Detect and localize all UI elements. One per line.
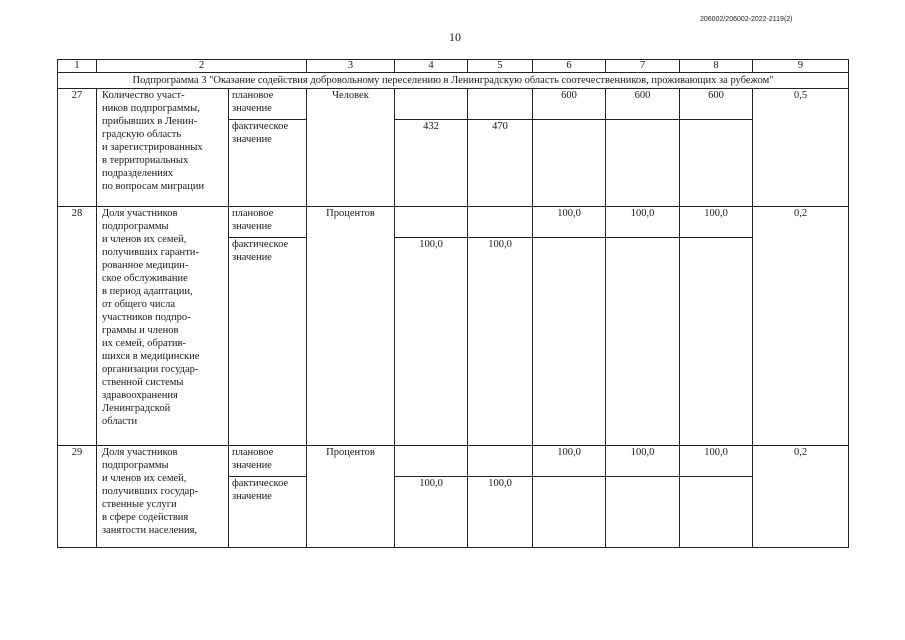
plan-value-col7: 600 [606, 89, 680, 120]
column-header: 7 [606, 60, 680, 73]
fact-value-col6 [533, 238, 606, 446]
column-header: 6 [533, 60, 606, 73]
fact-value-col6 [533, 120, 606, 207]
column-header: 2 [97, 60, 307, 73]
plan-value-col7: 100,0 [606, 446, 680, 477]
indicator-name [97, 207, 229, 446]
indicator-name-line: получивших гаранти- [102, 247, 199, 258]
indicator-name-line: подпрограммы [102, 221, 169, 232]
row-number: 29 [58, 446, 97, 548]
indicator-name-line: Ленинградской [102, 403, 171, 414]
value-type-plan: плановое значение [229, 89, 307, 120]
fact-value-col7 [606, 120, 680, 207]
unit-of-measure: Человек [307, 89, 395, 207]
fact-value-col8 [680, 477, 753, 548]
indicator-name-line: рованное медицин- [102, 260, 189, 271]
indicator-plan-row [58, 89, 849, 120]
plan-value-col6: 100,0 [533, 446, 606, 477]
value-type-plan: плановое значение [229, 207, 307, 238]
indicator-name-line: ское обслуживание [102, 273, 188, 284]
fact-value-col4: 432 [395, 120, 468, 207]
fact-value-col4: 100,0 [395, 477, 468, 548]
indicator-name-line: ственные услуги [102, 499, 177, 510]
row-number: 27 [58, 89, 97, 207]
indicator-name [97, 446, 229, 548]
indicator-name-line: прибывших в Ленин- [102, 116, 198, 127]
plan-value-col8: 100,0 [680, 446, 753, 477]
indicator-name-line: организации государ- [102, 364, 199, 375]
indicator-name-line: по вопросам миграции [102, 181, 205, 192]
value-type-plan: плановое значение [229, 446, 307, 477]
indicator-name-line: Количество участ- [102, 90, 185, 101]
plan-value-col5 [468, 207, 533, 238]
indicator-plan-row [58, 446, 849, 477]
fact-value-col7 [606, 477, 680, 548]
row-number: 28 [58, 207, 97, 446]
page-number: 10 [449, 30, 461, 44]
indicator-name-line: и зарегистрированных [102, 142, 203, 153]
fact-value-col8 [680, 238, 753, 446]
fact-value-col6 [533, 477, 606, 548]
column-header: 9 [753, 60, 849, 73]
indicator-name-line: граммы и членов [102, 325, 179, 336]
indicator-name-line: области [102, 416, 138, 427]
document-registration-id: 206002/206002-2022-2119(2) [700, 16, 793, 23]
column-header: 5 [468, 60, 533, 73]
fact-value-col5: 100,0 [468, 238, 533, 446]
indicator-name-line: ственной системы [102, 377, 184, 388]
indicator-name-line: в период адаптации, [102, 286, 193, 297]
indicator-name-line: подразделениях [102, 168, 173, 179]
indicator-name-line: шихся в медицинские [102, 351, 200, 362]
fact-value-col5: 470 [468, 120, 533, 207]
indicator-name-line: Доля участников [102, 447, 178, 458]
plan-value-col6: 100,0 [533, 207, 606, 238]
indicator-name-line: в территориальных [102, 155, 189, 166]
column-header: 4 [395, 60, 468, 73]
weight-coefficient: 0,5 [753, 89, 849, 207]
fact-value-col5: 100,0 [468, 477, 533, 548]
indicator-name-line: получивших государ- [102, 486, 199, 497]
indicator-name [97, 89, 229, 207]
column-header: 8 [680, 60, 753, 73]
indicator-name-line: Доля участников [102, 208, 178, 219]
indicator-name-line: их семей, обратив- [102, 338, 187, 349]
value-type-fact: фактическое значение [229, 120, 307, 207]
subprogram-title: Подпрограмма 3 "Оказание содействия добровольному переселению в Ленинградскую область соотечественников, проживающих за рубежом" [58, 73, 849, 89]
plan-value-col5 [468, 446, 533, 477]
fact-value-col7 [606, 238, 680, 446]
subprogram-row [58, 73, 849, 89]
weight-coefficient: 0,2 [753, 446, 849, 548]
unit-of-measure: Процентов [307, 446, 395, 548]
indicators-table [57, 59, 849, 548]
indicator-name-line: здравоохранения [102, 390, 178, 401]
unit-of-measure: Процентов [307, 207, 395, 446]
value-type-fact: фактическое значение [229, 238, 307, 446]
column-header: 3 [307, 60, 395, 73]
plan-value-col4 [395, 446, 468, 477]
plan-value-col4 [395, 207, 468, 238]
indicator-name-line: градскую область [102, 129, 182, 140]
value-type-fact: фактическое значение [229, 477, 307, 548]
indicator-name-line: и членов их семей, [102, 234, 187, 245]
indicator-name-line: ников подпрограммы, [102, 103, 200, 114]
plan-value-col8: 600 [680, 89, 753, 120]
plan-value-col6: 600 [533, 89, 606, 120]
column-header: 1 [58, 60, 97, 73]
indicator-name-line: от общего числа [102, 299, 176, 310]
indicator-plan-row [58, 207, 849, 238]
plan-value-col7: 100,0 [606, 207, 680, 238]
indicator-name-line: подпрограммы [102, 460, 169, 471]
plan-value-col4 [395, 89, 468, 120]
column-number-header-row [58, 60, 849, 73]
plan-value-col8: 100,0 [680, 207, 753, 238]
fact-value-col8 [680, 120, 753, 207]
weight-coefficient: 0,2 [753, 207, 849, 446]
indicator-rows [58, 89, 849, 548]
indicator-name-line: участников подпро- [102, 312, 191, 323]
indicator-name-line: в сфере содействия [102, 512, 189, 523]
indicator-name-line: и членов их семей, [102, 473, 187, 484]
fact-value-col4: 100,0 [395, 238, 468, 446]
plan-value-col5 [468, 89, 533, 120]
indicator-name-line: занятости населения, [102, 525, 198, 536]
